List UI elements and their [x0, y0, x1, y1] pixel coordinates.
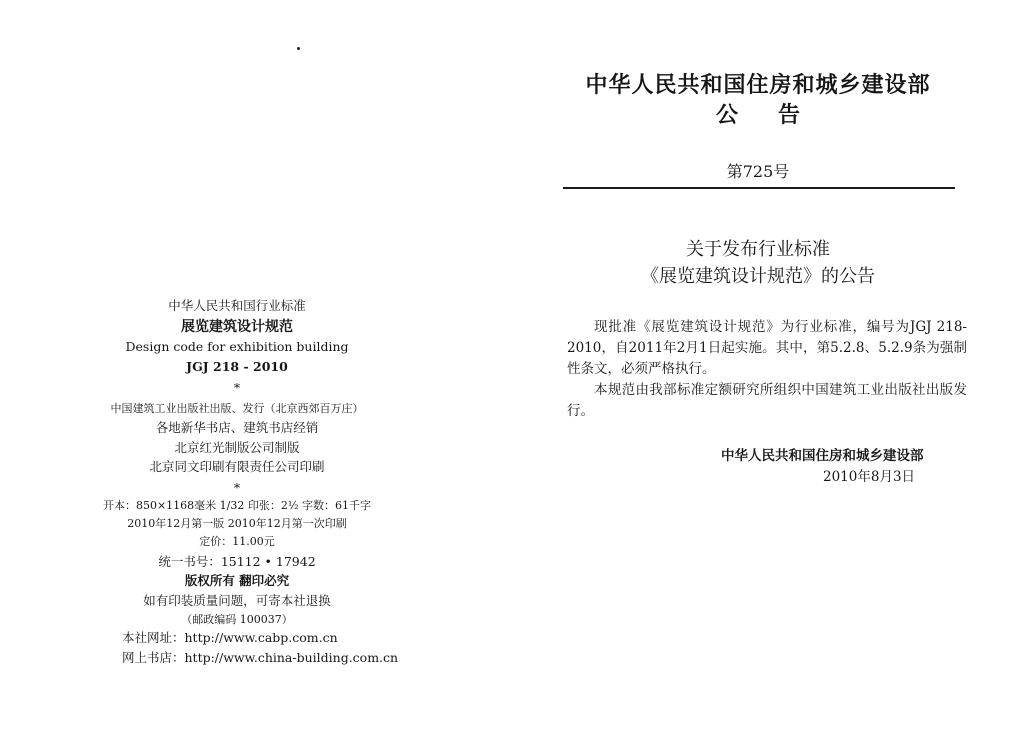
separator-star: *: [233, 480, 241, 495]
website-line: 本社网址：http://www.cabp.com.cn: [122, 630, 338, 645]
price-line: 定价：11.00元: [199, 535, 275, 548]
isbn-line: 统一书号：15112 • 17942: [158, 554, 316, 569]
postcode-line: （邮政编码 100037）: [181, 613, 293, 626]
left-page: [0, 0, 505, 746]
book-title-en: Design code for exhibition building: [125, 339, 349, 354]
standard-code: JGJ 218 - 2010: [186, 359, 288, 374]
typeset-line: 北京红光制版公司制版: [174, 440, 300, 455]
issue-date: 2010年8月3日: [823, 469, 916, 485]
series-label: 中华人民共和国行业标准: [168, 298, 306, 313]
divider-rule: [563, 187, 955, 189]
publisher-line: 中国建筑工业出版社出版、发行（北京西郊百万庄）: [110, 402, 364, 415]
separator-star: *: [233, 380, 241, 395]
body-paragraph-2: 本规范由我部标准定额研究所组织中国建筑工业出版社出版发行。: [567, 382, 967, 419]
subtitle-line-1: 关于发布行业标准: [686, 239, 830, 260]
right-page: [505, 0, 1011, 746]
announcement-heading: 公告: [715, 102, 840, 128]
format-line: 开本：850×1168毫米 1/32 印张：2½ 字数：61千字: [102, 499, 372, 512]
ministry-heading: 中华人民共和国住房和城乡建设部: [585, 72, 931, 98]
signatory: 中华人民共和国住房和城乡建设部: [721, 448, 924, 464]
quality-line: 如有印装质量问题，可寄本社退换: [143, 593, 331, 608]
distributor-line: 各地新华书店、建筑书店经销: [155, 420, 319, 435]
printer-line: 北京同文印刷有限责任公司印刷: [149, 459, 325, 474]
book-title-cn: 展览建筑设计规范: [181, 319, 293, 335]
subtitle-line-2: 《展览建筑设计规范》的公告: [641, 266, 875, 287]
body-paragraph-1: 现批准《展览建筑设计规范》为行业标准，编号为JGJ 218-2010，自2011年2月1日起实施。其中，第5.2.8、5.2.9条为强制性条文，必须严格执行。: [567, 319, 967, 377]
edition-line: 2010年12月第一版 2010年12月第一次印刷: [127, 517, 347, 530]
announcement-number: 第725号: [726, 162, 790, 181]
online-store-line: 网上书店：http://www.china-building.com.cn: [122, 650, 399, 665]
rights-line: 版权所有 翻印必究: [184, 573, 290, 588]
